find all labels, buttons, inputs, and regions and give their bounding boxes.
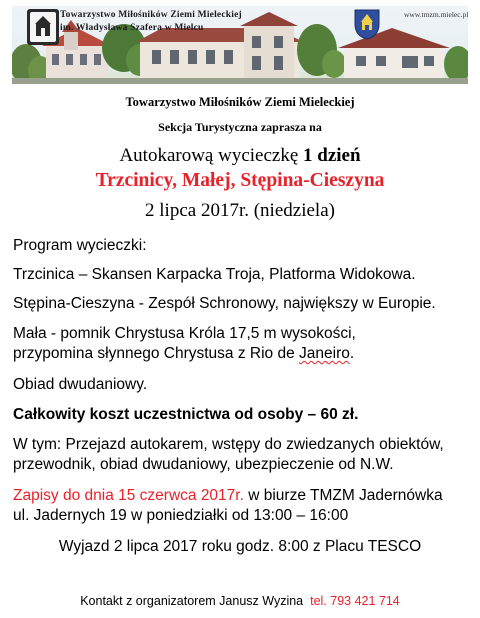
section-invite: Sekcja Turystyczna zaprasza na (158, 120, 322, 134)
registration-place: w biurze TMZM Jadernówka (243, 487, 443, 504)
org-name: Towarzystwo Miłośników Ziemi Mieleckiej (125, 95, 355, 109)
trip-destinations: Trzcinicy, Małej, Stępina-Cieszyna (95, 170, 385, 191)
trip-date: 2 lipca 2017r. (niedziela) (145, 200, 335, 221)
total-cost: Całkowity koszt uczestnictwa od osoby – 60 zł. (13, 406, 359, 423)
contact-label: Kontakt z organizatorem Janusz Wyzina (80, 594, 304, 608)
contact-info (0, 594, 480, 608)
mala-line2-end: . (349, 345, 355, 362)
program-title: Program wycieczki: (13, 237, 147, 254)
registration-line2: ul. Jadernych 19 w poniedziałki od 13:00 – 16:00 (13, 507, 349, 524)
header-banner (12, 6, 468, 84)
departure-info: Wyjazd 2 lipca 2017 roku godz. 8:00 z Placu TESCO (58, 538, 422, 555)
contact-phone: tel. 793 421 714 (310, 594, 400, 608)
org-name-line2: im. Władysława Szafera w Mielcu (60, 23, 204, 33)
cost-includes-line1: W tym: Przejazd autokarem, wstępy do zwiedzanych obiektów, (13, 436, 444, 453)
program-dinner: Obiad dwudaniowy. (13, 376, 148, 393)
tmzm-logo-icon (26, 8, 60, 48)
registration-deadline: Zapisy do dnia 15 czerwca 2017r. (13, 487, 244, 504)
program-item-trzcinica: Trzcinica – Skansen Karpacka Troja, Platforma Widokowa. (13, 266, 416, 283)
cost-includes-line2: przewodnik, obiad dwudaniowy, ubezpieczenie od N.W. (13, 456, 394, 473)
trip-heading (0, 145, 480, 167)
program-item-mala-line1: Mała - pomnik Chrystusa Króla 17,5 m wysokości, (13, 325, 356, 342)
mala-line2-text: przypomina słynnego Chrystusa z Rio de (13, 345, 300, 362)
website-text: www.tmzm.mielec.pl (404, 10, 468, 19)
janeiro-word: Janeiro (299, 345, 350, 362)
trip-duration: 1 dzień (303, 145, 361, 166)
program-item-stepina: Stępina-Cieszyna - Zespół Schronowy, największy w Europie. (13, 295, 436, 312)
trip-heading-prefix: Autokarową wycieczkę (119, 145, 304, 166)
organization-title (60, 8, 322, 36)
org-name-line1: Towarzystwo Miłośników Ziemi Mieleckiej (60, 10, 242, 20)
mielec-coat-of-arms-icon (352, 8, 382, 40)
registration-line1 (13, 487, 443, 505)
program-item-mala-line2 (13, 345, 354, 363)
